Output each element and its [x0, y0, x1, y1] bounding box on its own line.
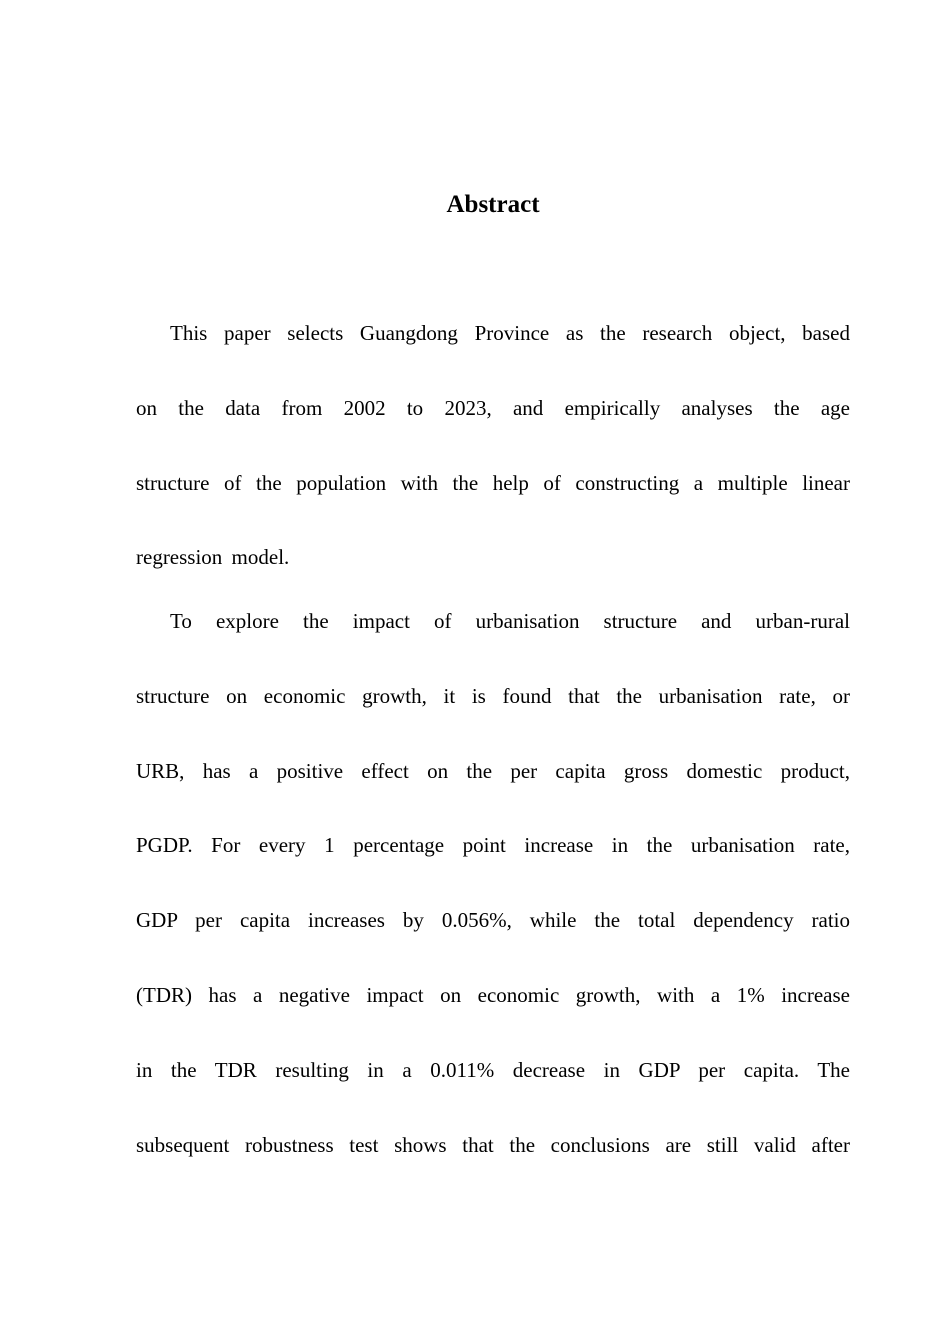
text-line: This paper selects Guangdong Province as the research object, based: [170, 321, 850, 345]
text-line: PGDP. For every 1 percentage point increase in the urbanisation rate,: [136, 833, 850, 858]
page-title: Abstract: [446, 191, 540, 218]
text-line: GDP per capita increases by 0.056%, while the total dependency ratio: [136, 908, 850, 933]
text-line: on the data from 2002 to 2023, and empirically analyses the age: [136, 395, 850, 420]
text-line: in the TDR resulting in a 0.011% decrease in GDP per capita. The: [136, 1057, 850, 1082]
text-line: structure on economic growth, it is found that the urbanisation rate, or: [136, 683, 850, 708]
text-line: regression model.: [136, 545, 290, 570]
text-line: To explore the impact of urbanisation structure and urban-rural: [170, 609, 850, 633]
abstract-paragraph-1: [136, 296, 850, 595]
abstract-paragraph-2: [136, 584, 850, 1182]
text-line: (TDR) has a negative impact on economic growth, with a 1% increase: [136, 982, 850, 1007]
text-line: subsequent robustness test shows that the conclusions are still valid after: [136, 1132, 850, 1157]
text-line: structure of the population with the help of constructing a multiple linear: [136, 470, 850, 495]
text-line: URB, has a positive effect on the per capita gross domestic product,: [136, 758, 850, 783]
